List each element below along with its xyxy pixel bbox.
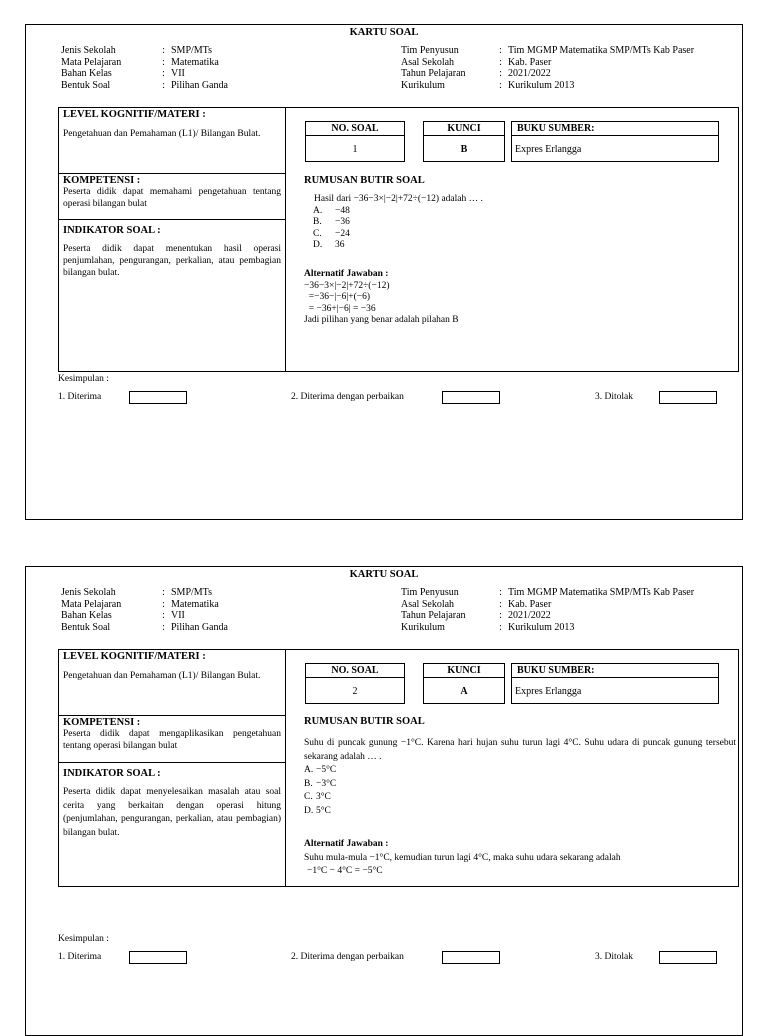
- kunci-label: KUNCI: [424, 664, 504, 678]
- header-label: Mata Pelajaran: [61, 56, 122, 68]
- alternatif-jawaban: [304, 838, 736, 879]
- alt-heading: Alternatif Jawaban :: [304, 269, 389, 279]
- header-value: 2021/2022: [508, 68, 551, 79]
- kartu-soal-card-1: [25, 24, 743, 520]
- kunci-value: B: [460, 144, 468, 155]
- buku-sumber-box: [511, 663, 719, 704]
- kunci-box: [423, 663, 505, 704]
- no-soal-value: 2: [352, 686, 358, 697]
- card-title: KARTU SOAL: [349, 569, 419, 580]
- left-column: [59, 650, 286, 886]
- header-label: Asal Sekolah: [401, 56, 455, 68]
- header-label: Bahan Kelas: [61, 610, 112, 621]
- indikator-text: Peserta didik dapat menentukan hasil operasi penjumlahan, pengurangan, perkalian, atau pembagian bilangan bulat.: [63, 244, 281, 278]
- alt-line: Suhu mula-mula −1°C, kemudian turun lagi 4°C, maka suhu udara sekarang adalah: [304, 852, 621, 863]
- choice-ditolak: 3. Ditolak: [595, 392, 633, 402]
- header-value: Tim MGMP Matematika SMP/MTs Kab Paser: [508, 45, 695, 56]
- alternatif-jawaban: [304, 269, 724, 327]
- header-label: Kurikulum: [401, 79, 445, 91]
- level-text: Pengetahuan dan Pemahaman (L1)/ Bilangan Bulat.: [63, 129, 261, 139]
- header-label: Asal Sekolah: [401, 598, 455, 610]
- kunci-box: [423, 121, 505, 162]
- buku-sumber-label: BUKU SUMBER:: [512, 664, 718, 678]
- header-value: SMP/MTs: [171, 587, 212, 598]
- header-value: Matematika: [171, 598, 219, 610]
- header-label: Bentuk Soal: [61, 621, 111, 633]
- level-heading: LEVEL KOGNITIF/MATERI :: [63, 109, 206, 120]
- diterima-perbaikan-checkbox[interactable]: [442, 391, 500, 404]
- header-label: Jenis Sekolah: [61, 45, 116, 56]
- choice-diterima-perbaikan: 2. Diterima dengan perbaikan: [291, 952, 404, 962]
- header-label: Tahun Pelajaran: [401, 68, 466, 79]
- kompetensi-heading: KOMPETENSI :: [63, 717, 141, 728]
- kompetensi-section: [59, 174, 285, 220]
- option-d: D. 5°C: [304, 805, 331, 816]
- buku-sumber-value: Expres Erlangga: [515, 144, 582, 155]
- header-value: Kab. Paser: [508, 598, 552, 610]
- header-left: Jenis Sekolah : SMP/MTs Mata Pelajaran : Matematika Bahan Kelas : VII Bentuk Soal : Pilihan Ganda: [61, 587, 228, 633]
- kunci-value: A: [460, 686, 468, 697]
- main-table: [58, 107, 739, 372]
- choice-diterima: 1. Diterima: [58, 392, 102, 402]
- choice-diterima: 1. Diterima: [58, 952, 102, 962]
- header-label: Kurikulum: [401, 621, 445, 633]
- header-value: Kurikulum 2013: [508, 621, 575, 633]
- alt-line: −1°C − 4°C = −5°C: [307, 866, 383, 876]
- no-soal-label: NO. SOAL: [306, 664, 404, 678]
- level-heading: LEVEL KOGNITIF/MATERI :: [63, 651, 206, 662]
- main-table: [58, 649, 739, 887]
- header-label: Mata Pelajaran: [61, 598, 122, 610]
- kartu-soal-card-2: [25, 566, 743, 1036]
- level-text: Pengetahuan dan Pemahaman (L1)/ Bilangan Bulat.: [63, 671, 261, 681]
- kompetensi-section: [59, 716, 285, 763]
- question-block: [304, 737, 736, 818]
- buku-sumber-box: [511, 121, 719, 162]
- question-text: Suhu di puncak gunung −1°C. Karena hari hujan suhu turun lagi 4°C. Suhu udara di puncak gunung tersebut sekarang adalah … .: [304, 738, 736, 762]
- header-value: Matematika: [171, 56, 219, 68]
- header-value: Kurikulum 2013: [508, 79, 575, 91]
- ditolak-checkbox[interactable]: [659, 391, 717, 404]
- indikator-heading: INDIKATOR SOAL :: [63, 225, 161, 236]
- indikator-heading: INDIKATOR SOAL :: [63, 768, 161, 779]
- alt-line: Jadi pilihan yang benar adalah pilahan B: [304, 315, 459, 325]
- header-label: Tim Penyusun: [401, 587, 459, 598]
- indikator-text: Peserta didik dapat menyelesaikan masalah atau soal cerita yang berkaitan dengan operasi hitung (penjumlahan, pengurangan, perkalian, atau pembagian) bilangan bulat.: [63, 787, 281, 838]
- header-value: SMP/MTs: [171, 45, 212, 56]
- choice-diterima-perbaikan: 2. Diterima dengan perbaikan: [291, 392, 404, 402]
- header-value: Tim MGMP Matematika SMP/MTs Kab Paser: [508, 587, 695, 598]
- kompetensi-text: Peserta didik dapat mengaplikasikan pengetahuan tentang operasi bilangan bulat: [63, 729, 281, 751]
- option-c: C. 3°C: [304, 792, 331, 802]
- header-value: VII: [171, 68, 185, 79]
- rumusan-heading: RUMUSAN BUTIR SOAL: [304, 175, 425, 186]
- no-soal-value: 1: [352, 144, 358, 155]
- diterima-checkbox[interactable]: [129, 951, 187, 964]
- level-kognitif-section: [59, 650, 285, 716]
- option-a: A. −48: [313, 205, 350, 216]
- header-right: Tim Penyusun : Tim MGMP Matematika SMP/MTs Kab Paser Asal Sekolah : Kab. Paser Tahun Pelajaran : 2021/2022 Kurikulum : Kurikulum 2013: [401, 45, 695, 91]
- kompetensi-text: Peserta didik dapat memahami pengetahuan tentang operasi bilangan bulat: [63, 187, 281, 209]
- no-soal-box: [305, 663, 405, 704]
- level-kognitif-section: [59, 108, 285, 174]
- diterima-checkbox[interactable]: [129, 391, 187, 404]
- header-label: Bahan Kelas: [61, 68, 112, 79]
- header-value: Pilihan Ganda: [171, 79, 228, 91]
- option-c: C. −24: [313, 228, 350, 239]
- alt-heading: Alternatif Jawaban :: [304, 839, 389, 849]
- option-b: B. −36: [313, 217, 350, 227]
- header-value: Kab. Paser: [508, 56, 552, 68]
- option-a: A. −5°C: [304, 765, 337, 775]
- buku-sumber-label: BUKU SUMBER:: [512, 122, 718, 136]
- indikator-section: [59, 220, 285, 370]
- option-b: B. −3°C: [304, 778, 337, 789]
- buku-sumber-value: Expres Erlangga: [515, 686, 582, 697]
- card-title: KARTU SOAL: [349, 27, 419, 38]
- alt-line: =−36−|−6|+(−6): [304, 292, 371, 302]
- question-text: Hasil dari −36−3×|−2|+72÷(−12) adalah … .: [314, 194, 483, 204]
- header-value: Pilihan Ganda: [171, 621, 228, 633]
- diterima-perbaikan-checkbox[interactable]: [442, 951, 500, 964]
- header-label: Bentuk Soal: [61, 79, 111, 91]
- rumusan-heading: RUMUSAN BUTIR SOAL: [304, 716, 425, 727]
- no-soal-label: NO. SOAL: [306, 122, 404, 136]
- alt-line: = −36+|−6| = −36: [304, 303, 376, 314]
- header-right: Tim Penyusun : Tim MGMP Matematika SMP/MTs Kab Paser Asal Sekolah : Kab. Paser Tahun Pelajaran : 2021/2022 Kurikulum : Kurikulum 2013: [401, 587, 695, 633]
- header-value: 2021/2022: [508, 610, 551, 621]
- header-label: Tim Penyusun: [401, 45, 459, 56]
- left-column: [59, 108, 286, 371]
- kesimpulan-label: Kesimpulan :: [58, 374, 109, 384]
- choice-ditolak: 3. Ditolak: [595, 952, 633, 962]
- question-block: [314, 194, 724, 252]
- header-label: Tahun Pelajaran: [401, 610, 466, 621]
- kesimpulan-label: Kesimpulan :: [58, 934, 109, 944]
- header-left: Jenis Sekolah : SMP/MTs Mata Pelajaran : Matematika Bahan Kelas : VII Bentuk Soal : Pilihan Ganda: [61, 45, 228, 91]
- ditolak-checkbox[interactable]: [659, 951, 717, 964]
- header-value: VII: [171, 610, 185, 621]
- no-soal-box: [305, 121, 405, 162]
- header-label: Jenis Sekolah: [61, 587, 116, 598]
- indikator-section: [59, 763, 285, 885]
- kunci-label: KUNCI: [424, 122, 504, 136]
- option-d: D. 36: [313, 240, 345, 250]
- alt-line: −36−3×|−2|+72÷(−12): [304, 280, 390, 291]
- kompetensi-heading: KOMPETENSI :: [63, 175, 141, 186]
